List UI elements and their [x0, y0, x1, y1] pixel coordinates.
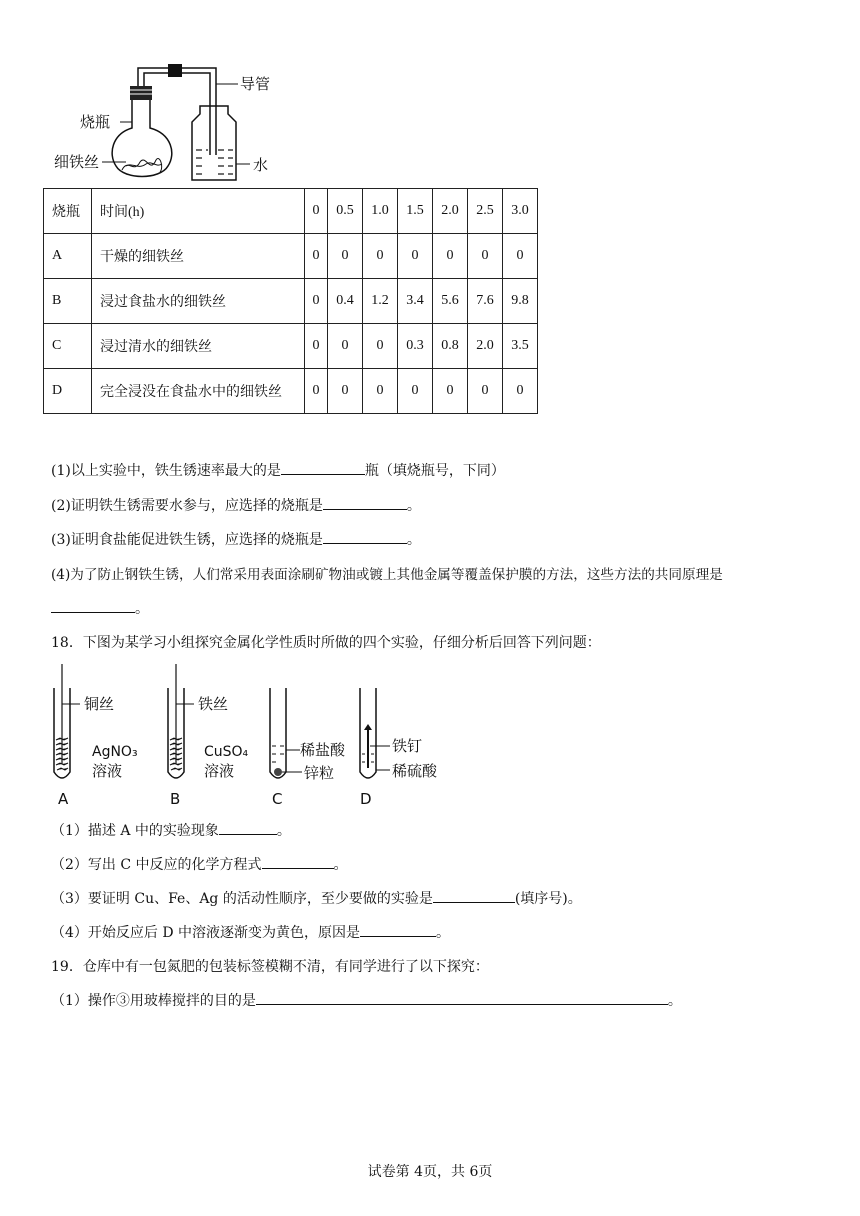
table-cell: 0 — [363, 234, 398, 279]
q18-line-3 — [51, 888, 582, 908]
q17-line-4b — [51, 598, 149, 618]
q18-intro: 18．下图为某学习小组探究金属化学性质时所做的四个实验，仔细分析后回答下列问题： — [51, 635, 601, 651]
answer-blank[interactable] — [433, 888, 515, 903]
table-row — [44, 234, 538, 279]
label-daoguan: 导管 — [240, 75, 271, 93]
table-cell: 0 — [328, 369, 363, 414]
table-cell: 0 — [328, 324, 363, 369]
table-row — [44, 369, 538, 414]
table-header-cell: 2.5 — [468, 189, 503, 234]
q18-text: （3）要证明 Cu、Fe、Ag 的活动性顺序，至少要做的实验是 — [51, 891, 433, 907]
label-iron-wire: 铁丝 — [198, 695, 229, 713]
apparatus-figure — [50, 50, 300, 185]
label-dilute-hcl: 稀盐酸 — [300, 741, 346, 759]
table-cell: 0.4 — [328, 279, 363, 324]
table-cell: 0 — [433, 234, 468, 279]
q19-line-1 — [51, 990, 682, 1010]
table-cell: 0 — [398, 234, 433, 279]
table-cell: 0 — [468, 369, 503, 414]
label-zinc: 锌粒 — [304, 764, 335, 782]
answer-blank[interactable] — [256, 990, 668, 1005]
label-dilute-h2so4: 稀硫酸 — [392, 762, 438, 780]
q18-text: 。 — [276, 823, 291, 839]
answer-blank[interactable] — [219, 820, 277, 835]
q18-text: （1）描述 A 中的实验现象 — [51, 823, 219, 839]
table-cell: A — [44, 234, 92, 279]
table-header-cell: 0.5 — [328, 189, 363, 234]
q17-text: 。 — [135, 601, 149, 617]
q19-text: 。 — [667, 993, 682, 1009]
q17-line-3 — [51, 529, 421, 549]
table-cell: C — [44, 324, 92, 369]
table-cell: 完全浸没在食盐水中的细铁丝 — [92, 369, 305, 414]
answer-blank[interactable] — [281, 460, 365, 475]
table-cell: 0 — [363, 324, 398, 369]
table-header-cell: 时间(h) — [92, 189, 305, 234]
q17-text: (3)证明食盐能促进铁生锈，应选择的烧瓶是 — [51, 532, 323, 548]
answer-blank[interactable] — [323, 529, 407, 544]
q17-text: 瓶（填烧瓶号，下同） — [364, 463, 505, 479]
table-header-cell: 烧瓶 — [44, 189, 92, 234]
page-footer: 试卷第 4页，共 6页 — [367, 1164, 493, 1180]
q18-text: 。 — [436, 925, 451, 941]
label-copper-wire: 铜丝 — [84, 695, 115, 713]
label-iron-nail: 铁钉 — [392, 737, 423, 755]
q17-line-4 — [51, 563, 723, 583]
table-cell: 0 — [305, 324, 328, 369]
table-cell: 0 — [503, 369, 538, 414]
table-row — [44, 324, 538, 369]
label-a: A — [58, 790, 69, 808]
answer-blank[interactable] — [323, 495, 407, 510]
label-shui: 水 — [253, 156, 269, 174]
table-cell: 0.3 — [398, 324, 433, 369]
table-header-cell: 1.0 — [363, 189, 398, 234]
q18-text: （2）写出 C 中反应的化学方程式 — [51, 857, 262, 873]
answer-blank[interactable] — [51, 598, 135, 613]
table-cell: 0 — [328, 234, 363, 279]
label-cuso4: CuSO₄ — [204, 744, 249, 760]
table-header-cell: 2.0 — [433, 189, 468, 234]
q19-intro: 19．仓库中有一包氮肥的包装标签模糊不清，有同学进行了以下探究： — [51, 959, 489, 975]
label-tiesi: 细铁丝 — [54, 153, 100, 171]
q17-line-2 — [51, 495, 421, 515]
q19-text: （1）操作③用玻棒搅拌的目的是 — [51, 993, 256, 1009]
q17-text: (4)为了防止钢铁生锈，人们常采用表面涂刷矿物油或镀上其他金属等覆盖保护膜的方法，这些方法的共同原理是 — [51, 567, 723, 583]
label-c: C — [272, 790, 283, 808]
label-d: D — [360, 790, 372, 808]
q17-text: (1)以上实验中，铁生锈速率最大的是 — [51, 463, 281, 479]
table-header-cell: 3.0 — [503, 189, 538, 234]
table-cell: 0 — [398, 369, 433, 414]
table-cell: 0 — [305, 279, 328, 324]
table-cell: 3.4 — [398, 279, 433, 324]
table-cell: 0.8 — [433, 324, 468, 369]
q18-text: (填序号)。 — [514, 891, 582, 907]
table-header-cell: 0 — [305, 189, 328, 234]
label-shaoping: 烧瓶 — [80, 113, 111, 131]
answer-blank[interactable] — [262, 854, 334, 869]
table-header-row — [44, 189, 538, 234]
answer-blank[interactable] — [360, 922, 436, 937]
table-cell: 7.6 — [468, 279, 503, 324]
table-cell: 0 — [468, 234, 503, 279]
table-cell: 浸过清水的细铁丝 — [92, 324, 305, 369]
q18-text: （4）开始反应后 D 中溶液逐渐变为黄色，原因是 — [51, 925, 361, 941]
q18-line-4 — [51, 922, 450, 942]
label-b: B — [170, 790, 181, 808]
table-header-cell: 1.5 — [398, 189, 433, 234]
q17-text: 。 — [406, 498, 421, 514]
label-agno3: AgNO₃ — [92, 744, 138, 760]
table-cell: 0 — [305, 234, 328, 279]
rust-data-table — [43, 188, 538, 414]
table-cell: 0 — [503, 234, 538, 279]
table-cell: B — [44, 279, 92, 324]
table-row — [44, 279, 538, 324]
q18-line-1 — [51, 820, 291, 840]
q17-text: (2)证明铁生锈需要水参与，应选择的烧瓶是 — [51, 498, 323, 514]
q18-line-2 — [51, 854, 348, 874]
table-cell: 0 — [433, 369, 468, 414]
table-cell: 浸过食盐水的细铁丝 — [92, 279, 305, 324]
q18-text: 。 — [333, 857, 348, 873]
table-cell: 3.5 — [503, 324, 538, 369]
table-cell: D — [44, 369, 92, 414]
label-solution-b: 溶液 — [204, 762, 235, 780]
table-cell: 1.2 — [363, 279, 398, 324]
table-cell: 2.0 — [468, 324, 503, 369]
table-cell: 5.6 — [433, 279, 468, 324]
q17-text: 。 — [406, 532, 421, 548]
table-cell: 0 — [363, 369, 398, 414]
q17-line-1 — [51, 460, 505, 480]
table-cell: 0 — [305, 369, 328, 414]
label-solution-a: 溶液 — [92, 762, 123, 780]
metal-experiments-figure — [44, 660, 464, 810]
table-cell: 干燥的细铁丝 — [92, 234, 305, 279]
table-cell: 9.8 — [503, 279, 538, 324]
